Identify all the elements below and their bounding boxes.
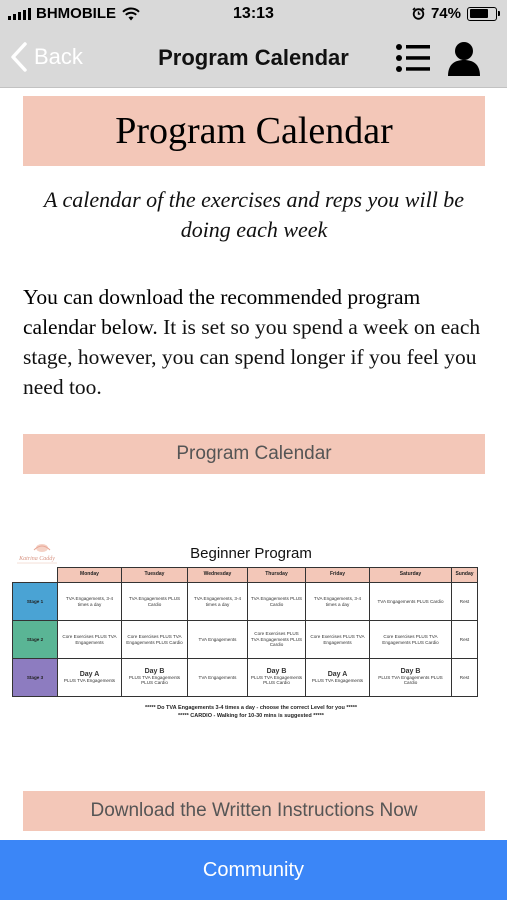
description-text: [23, 282, 485, 402]
battery-percent: 74%: [430, 5, 461, 22]
battery-icon: [467, 7, 497, 21]
day-header: Thursday: [248, 568, 306, 583]
table-cell: [370, 659, 452, 697]
day-header: Wednesday: [188, 568, 248, 583]
table-corner: [13, 568, 58, 583]
list-menu-icon[interactable]: [395, 42, 431, 74]
cell-text: PLUS TVA Engagements PLUS Cardio: [250, 674, 303, 686]
cell-text: PLUS TVA Engagements: [63, 677, 116, 683]
day-header: Friday: [306, 568, 370, 583]
table-cell: Core Exercises PLUS TVA Engagements PLUS Cardio: [248, 621, 306, 659]
table-row: [13, 659, 478, 697]
table-row: [13, 583, 478, 621]
table-cell: [188, 659, 248, 697]
stage-label: Stage 2: [13, 621, 58, 659]
back-button[interactable]: [10, 42, 83, 72]
table-header-row: [13, 568, 478, 583]
program-note: ***** Do TVA Engagements 3-4 times a day - choose the correct Level for you *****: [144, 705, 358, 711]
program-calendar-button[interactable]: Program Calendar: [23, 434, 485, 474]
back-label: Back: [34, 44, 83, 69]
description-part-1: You can download the recommended program calendar below.: [23, 285, 421, 339]
page-title: Program Calendar: [115, 110, 393, 152]
cell-text: PLUS TVA Engagements: [311, 677, 364, 683]
user-icon[interactable]: [446, 40, 482, 76]
table-cell: Rest: [452, 621, 478, 659]
table-cell: Core Exercises PLUS TVA Engagements PLUS Cardio: [122, 621, 188, 659]
table-cell: Core Exercises PLUS TVA Engagements: [58, 621, 122, 659]
program-table: [12, 567, 478, 697]
stage-label: Stage 1: [13, 583, 58, 621]
day-label: Day A: [327, 670, 348, 678]
table-cell: [122, 659, 188, 697]
status-right: [412, 5, 497, 22]
status-bar: [0, 0, 507, 30]
download-instructions-button[interactable]: Download the Written Instructions Now: [23, 791, 485, 831]
cell-text: PLUS TVA Engagements PLUS Cardio: [128, 674, 181, 686]
cell-text: Rest: [459, 674, 470, 680]
day-label: Day A: [79, 670, 100, 678]
table-cell: TVA Engagements: [188, 621, 248, 659]
table-cell: [306, 659, 370, 697]
alarm-icon: [412, 7, 425, 20]
table-cell: TVA Engagements PLUS Cardio: [248, 583, 306, 621]
table-cell: [58, 659, 122, 697]
table-cell: Core Exercises PLUS TVA Engagements PLUS Cardio: [370, 621, 452, 659]
table-row: [13, 621, 478, 659]
day-label: Day B: [266, 668, 287, 676]
description-part-2: It is set so you spend a week on each stage, however, you can spend longer if you feel you need too.: [23, 315, 481, 399]
nav-bar: [0, 30, 507, 88]
battery-fill: [470, 9, 489, 18]
table-cell: TVA Engagements, 3-4 times a day: [306, 583, 370, 621]
table-cell: Rest: [452, 583, 478, 621]
program-calendar-image[interactable]: [12, 540, 490, 725]
table-cell: TVA Engagements, 3-4 times a day: [58, 583, 122, 621]
day-label: Day B: [144, 668, 165, 676]
table-cell: TVA Engagements PLUS Cardio: [122, 583, 188, 621]
day-header: Tuesday: [122, 568, 188, 583]
table-cell: Core Exercises PLUS TVA Engagements: [306, 621, 370, 659]
chevron-left-icon: [10, 42, 28, 72]
table-cell: TVA Engagements, 3-4 times a day: [188, 583, 248, 621]
stage-label: Stage 3: [13, 659, 58, 697]
program-notes: [12, 704, 490, 719]
day-header: Saturday: [370, 568, 452, 583]
day-label: Day B: [400, 668, 421, 676]
svg-text:Katrina Caddy: Katrina Caddy: [19, 556, 55, 562]
day-header: Monday: [58, 568, 122, 583]
carrier-name: BHMOBILE: [36, 5, 116, 22]
nav-title: Program Calendar: [158, 45, 349, 70]
day-header: Sunday: [452, 568, 478, 583]
table-cell: [452, 659, 478, 697]
community-button[interactable]: Community: [0, 840, 507, 900]
page-header: [23, 96, 485, 166]
cell-text: PLUS TVA Engagements PLUS Cardio: [378, 674, 443, 686]
program-note: ***** CARDIO - Walking for 10-30 mins is suggested *****: [178, 713, 324, 719]
page-subtitle: A calendar of the exercises and reps you will be doing each week: [43, 187, 465, 242]
table-cell: TVA Engagements PLUS Cardio: [370, 583, 452, 621]
program-title: Beginner Program: [190, 545, 312, 562]
status-time: 13:13: [233, 5, 274, 22]
table-cell: [248, 659, 306, 697]
cell-text: TVA Engagements: [198, 674, 237, 680]
